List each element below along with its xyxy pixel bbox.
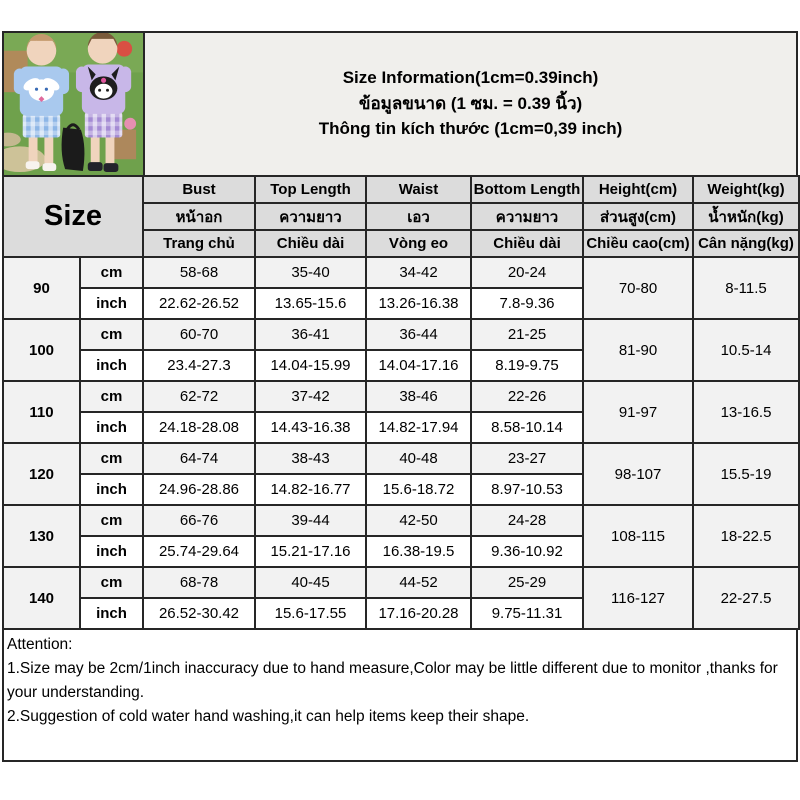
unit-cm-label: cm <box>80 567 143 598</box>
header-weight-en: Weight(kg) <box>693 176 799 203</box>
header-bust-th: หน้าอก <box>143 203 255 230</box>
unit-inch-label: inch <box>80 412 143 443</box>
kids-photo-illustration <box>4 33 143 175</box>
title-line-english: Size Information(1cm=0.39inch) <box>342 67 599 87</box>
size-information-title <box>145 33 796 175</box>
size-120-label: 120 <box>3 443 80 505</box>
size-corner-header: Size <box>3 176 143 257</box>
header-bust-en: Bust <box>143 176 255 203</box>
unit-cm-label: cm <box>80 319 143 350</box>
attention-note <box>2 630 798 762</box>
data-cell: 14.04-15.99 <box>255 350 366 381</box>
data-cell: 40-48 <box>366 443 471 474</box>
header-height-en: Height(cm) <box>583 176 693 203</box>
header-top-length-th: ความยาว <box>255 203 366 230</box>
data-cell: 38-43 <box>255 443 366 474</box>
data-cell: 13.65-15.6 <box>255 288 366 319</box>
data-cell-weight: 13-16.5 <box>693 381 799 443</box>
header-bottom-length-vi: Chiều dài <box>471 230 583 257</box>
data-cell: 35-40 <box>255 257 366 288</box>
attention-heading: Attention: <box>7 636 73 653</box>
unit-cm-label: cm <box>80 381 143 412</box>
data-cell: 64-74 <box>143 443 255 474</box>
data-cell: 15.21-17.16 <box>255 536 366 567</box>
data-cell-weight: 15.5-19 <box>693 443 799 505</box>
data-cell: 14.43-16.38 <box>255 412 366 443</box>
data-cell-weight: 10.5-14 <box>693 319 799 381</box>
data-cell-height: 98-107 <box>583 443 693 505</box>
title-line-vietnamese: Thông tin kích thước (1cm=0,39 inch) <box>318 119 623 139</box>
size-110-label: 110 <box>3 381 80 443</box>
header-weight-th: น้ำหนัก(kg) <box>693 203 799 230</box>
data-cell: 38-46 <box>366 381 471 412</box>
data-cell-weight: 22-27.5 <box>693 567 799 629</box>
data-cell: 14.82-16.77 <box>255 474 366 505</box>
data-cell: 8.19-9.75 <box>471 350 583 381</box>
size-140-label: 140 <box>3 567 80 629</box>
header-top-length-en: Top Length <box>255 176 366 203</box>
header-bottom-length-en: Bottom Length <box>471 176 583 203</box>
data-cell: 9.75-11.31 <box>471 598 583 629</box>
data-cell-weight: 18-22.5 <box>693 505 799 567</box>
data-cell: 25.74-29.64 <box>143 536 255 567</box>
data-cell: 9.36-10.92 <box>471 536 583 567</box>
size-info-sheet <box>2 31 798 762</box>
title-line-thai: ข้อมูลขนาด (1 ซม. = 0.39 นิ้ว) <box>358 93 583 113</box>
data-cell: 14.82-17.94 <box>366 412 471 443</box>
size-90-label: 90 <box>3 257 80 319</box>
size-130-label: 130 <box>3 505 80 567</box>
header-top-length-vi: Chiều dài <box>255 230 366 257</box>
data-cell-weight: 8-11.5 <box>693 257 799 319</box>
data-cell: 62-72 <box>143 381 255 412</box>
data-cell: 16.38-19.5 <box>366 536 471 567</box>
unit-inch-label: inch <box>80 350 143 381</box>
data-cell-height: 116-127 <box>583 567 693 629</box>
unit-cm-label: cm <box>80 505 143 536</box>
data-cell: 44-52 <box>366 567 471 598</box>
data-cell-height: 91-97 <box>583 381 693 443</box>
data-cell: 37-42 <box>255 381 366 412</box>
data-cell: 15.6-18.72 <box>366 474 471 505</box>
data-cell: 60-70 <box>143 319 255 350</box>
attention-line-1: 1.Size may be 2cm/1inch inaccuracy due to hand measure,Color may be little different due to monitor ,thanks for your understanding. <box>7 660 778 701</box>
data-cell: 8.58-10.14 <box>471 412 583 443</box>
header-height-th: ส่วนสูง(cm) <box>583 203 693 230</box>
unit-inch-label: inch <box>80 598 143 629</box>
data-cell: 25-29 <box>471 567 583 598</box>
size-100-label: 100 <box>3 319 80 381</box>
data-cell: 68-78 <box>143 567 255 598</box>
data-cell: 23.4-27.3 <box>143 350 255 381</box>
unit-cm-label: cm <box>80 443 143 474</box>
data-cell: 13.26-16.38 <box>366 288 471 319</box>
header-weight-vi: Cân nặng(kg) <box>693 230 799 257</box>
attention-line-2: 2.Suggestion of cold water hand washing,it can help items keep their shape. <box>7 708 530 725</box>
data-cell: 22-26 <box>471 381 583 412</box>
data-cell: 36-44 <box>366 319 471 350</box>
header-bust-vi: Trang chủ <box>143 230 255 257</box>
data-cell-height: 108-115 <box>583 505 693 567</box>
top-banner <box>2 31 798 175</box>
data-cell: 39-44 <box>255 505 366 536</box>
data-cell: 24.18-28.08 <box>143 412 255 443</box>
data-cell: 34-42 <box>366 257 471 288</box>
data-cell: 22.62-26.52 <box>143 288 255 319</box>
data-cell: 14.04-17.16 <box>366 350 471 381</box>
black-bag <box>62 125 85 171</box>
data-cell: 36-41 <box>255 319 366 350</box>
unit-inch-label: inch <box>80 536 143 567</box>
data-cell: 8.97-10.53 <box>471 474 583 505</box>
header-waist-en: Waist <box>366 176 471 203</box>
size-table <box>2 175 800 630</box>
header-waist-vi: Vòng eo <box>366 230 471 257</box>
data-cell: 66-76 <box>143 505 255 536</box>
unit-cm-label: cm <box>80 257 143 288</box>
data-cell-height: 70-80 <box>583 257 693 319</box>
data-cell: 20-24 <box>471 257 583 288</box>
data-cell: 7.8-9.36 <box>471 288 583 319</box>
data-cell: 21-25 <box>471 319 583 350</box>
data-cell: 17.16-20.28 <box>366 598 471 629</box>
data-cell: 42-50 <box>366 505 471 536</box>
header-bottom-length-th: ความยาว <box>471 203 583 230</box>
data-cell: 26.52-30.42 <box>143 598 255 629</box>
product-photo <box>4 33 145 175</box>
data-cell: 58-68 <box>143 257 255 288</box>
data-cell: 15.6-17.55 <box>255 598 366 629</box>
header-waist-th: เอว <box>366 203 471 230</box>
data-cell: 24.96-28.86 <box>143 474 255 505</box>
data-cell: 40-45 <box>255 567 366 598</box>
unit-inch-label: inch <box>80 474 143 505</box>
data-cell: 23-27 <box>471 443 583 474</box>
data-cell-height: 81-90 <box>583 319 693 381</box>
data-cell: 24-28 <box>471 505 583 536</box>
header-height-vi: Chiều cao(cm) <box>583 230 693 257</box>
unit-inch-label: inch <box>80 288 143 319</box>
